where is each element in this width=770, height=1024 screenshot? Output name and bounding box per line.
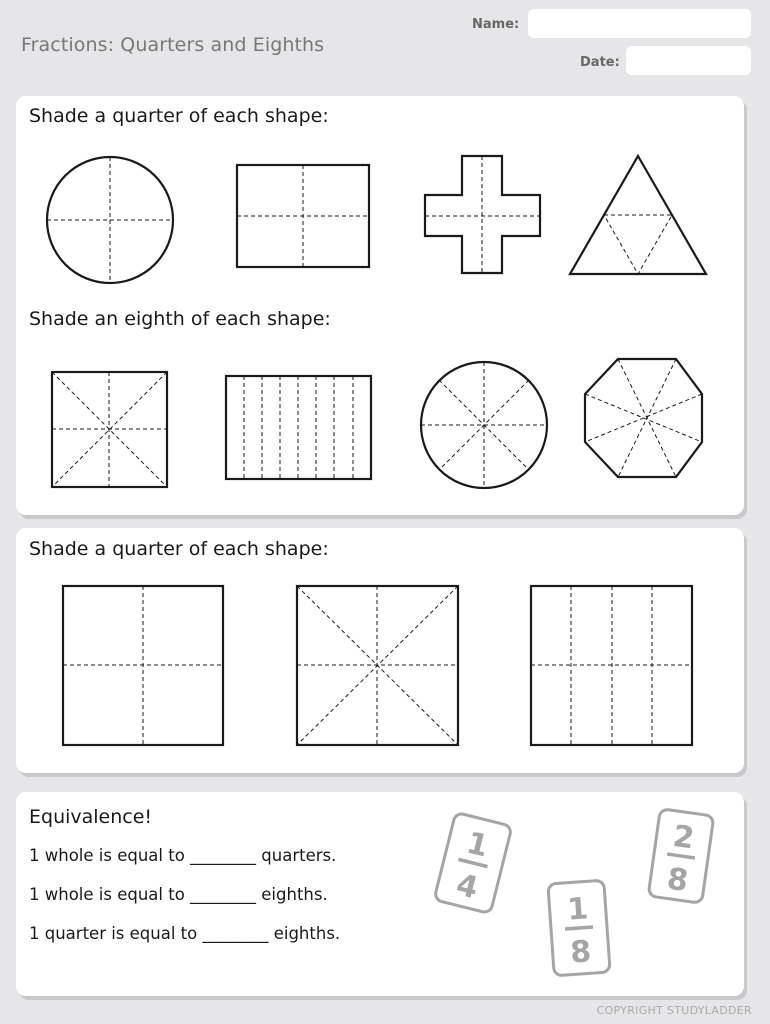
worksheet-title: Fractions: Quarters and Eighths (21, 34, 325, 56)
circle-quarters-shape[interactable] (47, 157, 173, 283)
card-3-numerator: 2 (670, 818, 697, 857)
card-2-numerator: 1 (566, 891, 590, 928)
card-2-denominator: 8 (569, 934, 593, 971)
rectangle-quarters-shape[interactable] (237, 165, 369, 267)
fraction-card-one-quarter (434, 812, 512, 913)
quarters-eighths-panel (16, 96, 744, 515)
cross-quarters-shape[interactable] (425, 156, 540, 273)
square-columns-quarters-shape[interactable] (531, 586, 692, 745)
question-1: 1 whole is equal to ________ quarters. (29, 846, 337, 865)
quarter-squares-heading: Shade a quarter of each shape: (29, 538, 329, 560)
card-3-denominator: 8 (664, 861, 691, 900)
equivalence-panel (16, 792, 744, 996)
shapes-panel-1 (16, 96, 744, 515)
circle-eighths-shape[interactable] (421, 362, 547, 488)
date-field[interactable] (626, 46, 751, 75)
octagon-eighths-shape[interactable] (585, 359, 702, 477)
card-1-denominator: 4 (452, 867, 482, 907)
name-field[interactable] (528, 9, 751, 38)
copyright-text: COPYRIGHT STUDYLADDER (596, 1004, 752, 1017)
rectangle-eighths-shape[interactable] (226, 376, 371, 479)
question-2: 1 whole is equal to ________ eighths. (29, 885, 328, 904)
name-label: Name: (472, 17, 520, 32)
fraction-card-one-eighth (548, 880, 610, 976)
equivalence-heading: Equivalence! (29, 806, 153, 828)
question-3: 1 quarter is equal to ________ eighths. (29, 924, 341, 943)
fraction-cards (16, 792, 744, 996)
quarters-squares-panel (16, 528, 744, 773)
card-1-numerator: 1 (463, 825, 492, 865)
shapes-panel-2 (16, 528, 744, 773)
square-eighths-shape[interactable] (52, 372, 167, 487)
date-label: Date: (580, 55, 620, 70)
quarter-heading: Shade a quarter of each shape: (29, 105, 329, 127)
triangle-quarters-shape[interactable] (570, 156, 706, 274)
square-star-quarters-shape[interactable] (297, 586, 458, 745)
eighth-heading: Shade an eighth of each shape: (29, 308, 331, 330)
fraction-card-two-eighths (648, 809, 714, 904)
square-grid-quarters-shape[interactable] (63, 586, 223, 745)
